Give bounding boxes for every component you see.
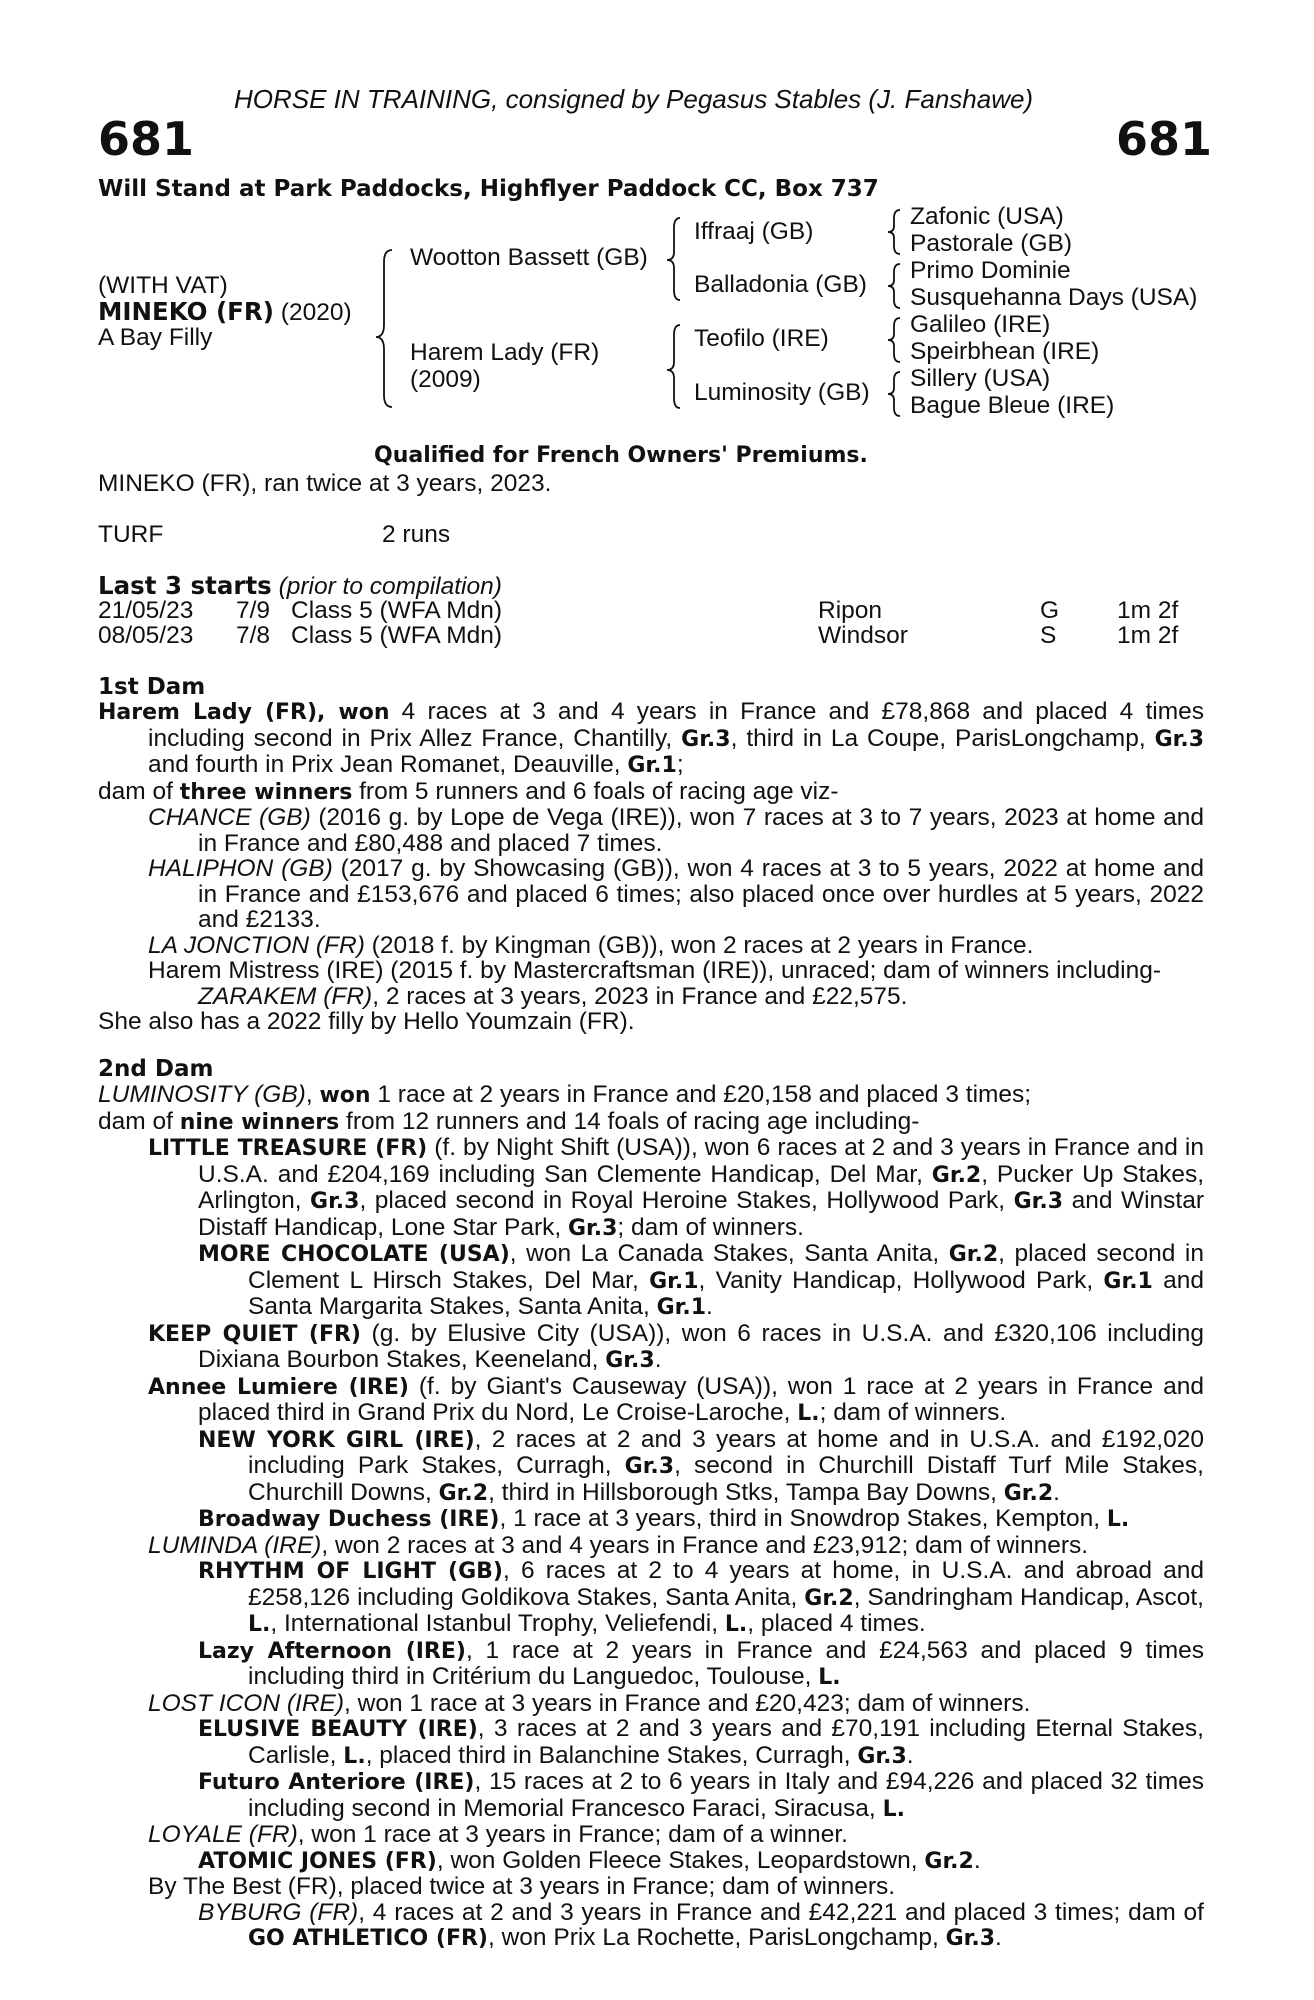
catalogue-header: HORSE IN TRAINING, consigned by Pegasus Stables (J. Fanshawe) xyxy=(234,84,1034,114)
produce-entry: HALIPHON (GB) (2017 g. by Showcasing (GB)), won 4 races at 3 to 5 years, 2022 at home and in France and £153,676 and placed 6 times; also placed once over hurdles at 5 years, 2022 and £2133. xyxy=(148,855,1204,933)
dam: Harem Lady (FR) xyxy=(410,339,600,366)
first-dam-section xyxy=(98,699,1204,1035)
lot-number-left: 681 xyxy=(98,112,195,166)
produce-entry: LUMINDA (IRE), won 2 races at 3 and 4 years in France and £23,912; dam of winners. xyxy=(148,1531,1089,1559)
produce-entry: LITTLE TREASURE (FR) (f. by Night Shift (USA)), won 6 races at 2 and 3 years in France and in U.S.A. and £204,169 including San Clemente Handicap, Del Mar, Gr.2, Pucker Up Stakes, Arlington, Gr.3, placed second in Royal Heroine Stakes, Hollywood Park, Gr.3 and Winstar Distaff Handicap, Lone Star Park, Gr.3; dam of winners. xyxy=(148,1134,1205,1241)
produce-entry: NEW YORK GIRL (IRE), 2 races at 2 and 3 years at home and in U.S.A. and £192,020 including Park Stakes, Curragh, Gr.3, second in Churchill Distaff Turf Mile Stakes, Churchill Downs, Gr.2, third in Hillsborough Stks, Tampa Bay Downs, Gr.2. xyxy=(198,1425,1204,1506)
dam-year: (2009) xyxy=(410,366,481,393)
surface-label: TURF xyxy=(98,521,164,548)
start-course: Ripon xyxy=(818,597,883,624)
last-starts-note: (prior to compilation) xyxy=(278,573,502,600)
produce-entry: By The Best (FR), placed twice at 3 years in France; dam of winners. xyxy=(148,1873,896,1900)
produce-entry: RHYTHM OF LIGHT (GB), 6 races at 2 to 4 years at home, in U.S.A. and abroad and £258,126 including Goldikova Stakes, Santa Anita, Gr.2, Sandringham Handicap, Ascot, L., International Istanbul Trophy, Veliefendi, L., placed 4 times. xyxy=(198,1557,1204,1637)
first-dam-note: She also has a 2022 filly by Hello Youmzain (FR). xyxy=(98,1008,635,1035)
start-date: 08/05/23 xyxy=(98,622,194,649)
horse-description: A Bay Filly xyxy=(98,324,213,351)
produce-entry: Harem Mistress (IRE) (2015 f. by Mastercraftsman (IRE)), unraced; dam of winners including- xyxy=(148,957,1161,984)
sire-dam: Balladonia (GB) xyxy=(694,271,867,298)
second-dam-heading: 2nd Dam xyxy=(98,1056,214,1082)
stand-location: Will Stand at Park Paddocks, Highflyer Paddock CC, Box 737 xyxy=(98,176,879,202)
sire-dam-dam: Susquehanna Days (USA) xyxy=(910,284,1198,311)
vat-note: (WITH VAT) xyxy=(98,272,228,299)
sire: Wootton Bassett (GB) xyxy=(410,244,648,271)
produce-entry: MORE CHOCOLATE (USA), won La Canada Stakes, Santa Anita, Gr.2, placed second in Clement L Hirsch Stakes, Del Mar, Gr.1, Vanity Handicap, Hollywood Park, Gr.1 and Santa Margarita Stakes, Santa Anita, Gr.1. xyxy=(198,1240,1204,1320)
surface-runs: 2 runs xyxy=(382,521,451,548)
dam-dam-dam: Bague Bleue (IRE) xyxy=(910,392,1115,419)
start-position: 7/9 xyxy=(236,597,271,624)
start-date: 21/05/23 xyxy=(98,597,194,624)
dam-sire-sire: Galileo (IRE) xyxy=(910,311,1051,338)
pedigree-brackets xyxy=(0,0,1314,440)
start-race: Class 5 (WFA Mdn) xyxy=(291,597,503,624)
start-going: G xyxy=(1040,597,1060,624)
start-race: Class 5 (WFA Mdn) xyxy=(291,622,503,649)
produce-entry: LOYALE (FR), won 1 race at 3 years in France; dam of a winner. xyxy=(148,1821,848,1848)
produce-entry: BYBURG (FR), 4 races at 2 and 3 years in France and £42,221 and placed 3 times; dam of GO ATHLETICO (FR), won Prix La Rochette, ParisLongchamp, Gr.3. xyxy=(198,1898,1204,1951)
start-course: Windsor xyxy=(818,622,908,649)
second-dam-section xyxy=(98,1082,1204,1952)
produce-entry: ATOMIC JONES (FR), won Golden Fleece Stakes, Leopardstown, Gr.2. xyxy=(198,1846,981,1874)
sire-sire: Iffraaj (GB) xyxy=(694,218,814,245)
produce-entry: Annee Lumiere (IRE) (f. by Giant's Causeway (USA)), won 1 race at 2 years in France and placed third in Grand Prix du Nord, Le Croise-Laroche, L.; dam of winners. xyxy=(148,1372,1204,1426)
lot-number-right: 681 xyxy=(1116,112,1213,166)
horse-name-line xyxy=(98,299,352,326)
start-distance: 1m 2f xyxy=(1117,622,1179,649)
sire-dam-sire: Primo Dominie xyxy=(910,257,1071,284)
horse-year: (2020) xyxy=(280,299,352,326)
first-dam-heading: 1st Dam xyxy=(98,674,206,700)
sire-sire-dam: Pastorale (GB) xyxy=(910,230,1073,257)
produce-entry: ZARAKEM (FR), 2 races at 3 years, 2023 in France and £22,575. xyxy=(198,982,908,1010)
first-dam-produce-summary: dam of three winners from 5 runners and 6 foals of racing age viz- xyxy=(98,777,839,805)
dam-sire: Teofilo (IRE) xyxy=(694,325,829,352)
produce-entry: Futuro Anteriore (IRE), 15 races at 2 to 6 years in Italy and £94,226 and placed 32 times including second in Memorial Francesco Faraci, Siracusa, L. xyxy=(198,1768,1204,1822)
last-starts-heading-line xyxy=(98,573,502,600)
produce-entry: Lazy Afternoon (IRE), 1 race at 2 years in France and £24,563 and placed 9 times including third in Critérium du Languedoc, Toulouse, L. xyxy=(198,1636,1204,1690)
dam-sire-dam: Speirbhean (IRE) xyxy=(910,338,1100,365)
first-dam-record: Harem Lady (FR), won 4 races at 3 and 4 years in France and £78,868 and placed 4 times including second in Prix Allez France, Chantilly, Gr.3, third in La Coupe, ParisLongchamp, Gr.3 and fourth in Prix Jean Romanet, Deauville, Gr.1; xyxy=(98,698,1204,778)
produce-entry: LA JONCTION (FR) (2018 f. by Kingman (GB)), won 2 races at 2 years in France. xyxy=(148,931,1034,959)
horse-name: MINEKO (FR) xyxy=(98,297,274,326)
second-dam-record: LUMINOSITY (GB), won 1 race at 2 years in France and £20,158 and placed 3 times; xyxy=(98,1081,1032,1108)
race-summary: MINEKO (FR), ran twice at 3 years, 2023. xyxy=(98,470,552,497)
start-position: 7/8 xyxy=(236,622,271,649)
produce-entry: Broadway Duchess (IRE), 1 race at 3 years, third in Snowdrop Stakes, Kempton, L. xyxy=(198,1505,1130,1532)
sire-sire-sire: Zafonic (USA) xyxy=(910,203,1064,230)
dam-dam: Luminosity (GB) xyxy=(694,379,870,406)
produce-entry: CHANCE (GB) (2016 g. by Lope de Vega (IRE)), won 7 races at 3 to 7 years, 2023 at home and in France and £80,488 and placed 7 times. xyxy=(148,804,1204,857)
last-starts-heading: Last 3 starts xyxy=(98,571,272,600)
start-going: S xyxy=(1040,622,1057,649)
dam-dam-sire: Sillery (USA) xyxy=(910,365,1051,392)
start-distance: 1m 2f xyxy=(1117,597,1179,624)
produce-entry: LOST ICON (IRE), won 1 race at 3 years in France and £20,423; dam of winners. xyxy=(148,1689,1031,1717)
qualified-note: Qualified for French Owners' Premiums. xyxy=(374,443,868,468)
produce-entry: ELUSIVE BEAUTY (IRE), 3 races at 2 and 3 years and £70,191 including Eternal Stakes, Carlisle, L., placed third in Balanchine Stakes, Curragh, Gr.3. xyxy=(198,1715,1204,1769)
produce-entry: KEEP QUIET (FR) (g. by Elusive City (USA)), won 6 races in U.S.A. and £320,106 including Dixiana Bourbon Stakes, Keeneland, Gr.3. xyxy=(148,1319,1204,1373)
second-dam-produce-summary: dam of nine winners from 12 runners and 14 foals of racing age including- xyxy=(98,1107,920,1135)
